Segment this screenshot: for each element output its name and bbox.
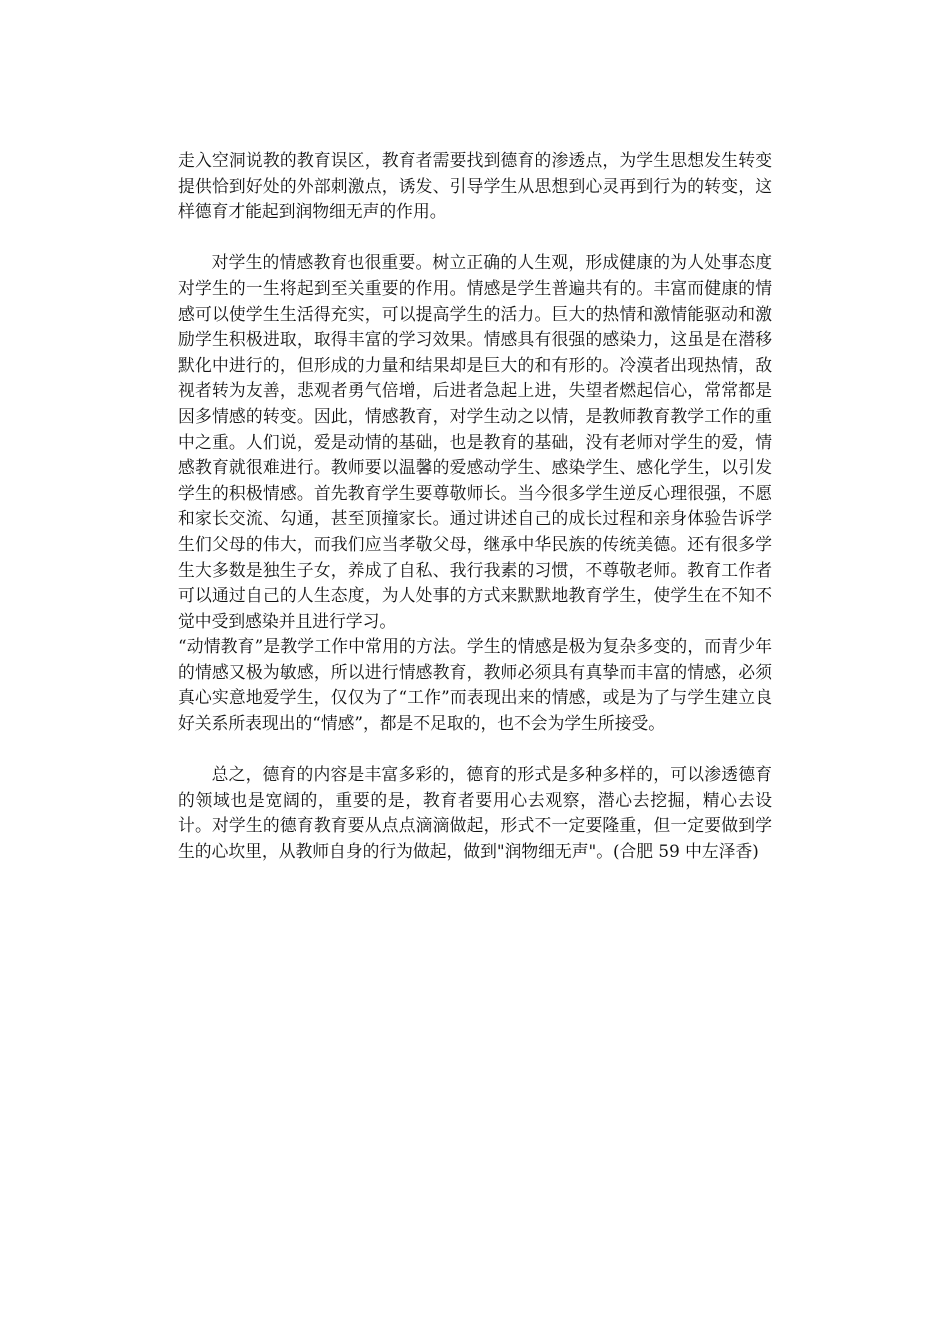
paragraph-4: 总之，德育的内容是丰富多彩的，德育的形式是多种多样的，可以渗透德育的领域也是宽阔的，重要的是，教育者要用心去观察，潜心去挖掘，精心去设计。对学生的德育教育要从点点滴滴做起，形式不一定要隆重，但一定要做到学生的心坎里，从教师自身的行为做起，做到"润物细无声"。(合肥 59 中左泽香): [178, 764, 772, 862]
paragraph-2: 对学生的情感教育也很重要。树立正确的人生观，形成健康的为人处事态度对学生的一生将起到至关重要的作用。情感是学生普遍共有的。丰富而健康的情感可以使学生生活得充实，可以提高学生的活力。巨大的热情和激情能驱动和激励学生积极进取，取得丰富的学习效果。情感具有很强的感染力，这虽是在潜移默化中进行的，但形成的力量和结果却是巨大的和有形的。冷漠者出现热情，敌视者转为友善，悲观者勇气倍增，后进者急起上进，失望者燃起信心，常常都是因多情感的转变。因此，情感教育，对学生动之以情，是教师教育教学工作的重中之重。人们说，爱是动情的基础，也是教育的基础，没有老师对学生的爱，情感教育就很难进行。教师要以温馨的爱感动学生、感染学生、感化学生，以引发学生的积极情感。首先教育学生要尊敬师长。当今很多学生逆反心理很强，不愿和家长交流、勾通，甚至顶撞家长。通过讲述自己的成长过程和亲身体验告诉学生们父母的伟大，而我们应当孝敬父母，继承中华民族的传统美德。还有很多学生大多数是独生子女，养成了自私、我行我素的习惯，不尊敬老师。教育工作者可以通过自己的人生态度，为人处事的方式来默默地教育学生，使学生在不知不觉中受到感染并且进行学习。: [178, 252, 772, 631]
document-body: [178, 148, 772, 865]
paragraph-3: “动情教育”是教学工作中常用的方法。学生的情感是极为复杂多变的，而青少年的情感又极为敏感，所以进行情感教育，教师必须具有真挚而丰富的情感，必须真心实意地爱学生，仅仅为了“工作”而表现出来的情感，或是为了与学生建立良好关系所表现出的“情感”，都是不足取的，也不会为学生所接受。: [178, 636, 772, 734]
paragraph-1: 走入空洞说教的教育误区，教育者需要找到德育的渗透点，为学生思想发生转变提供恰到好处的外部刺激点，诱发、引导学生从思想到心灵再到行为的转变，这样德育才能起到润物细无声的作用。: [178, 150, 772, 222]
